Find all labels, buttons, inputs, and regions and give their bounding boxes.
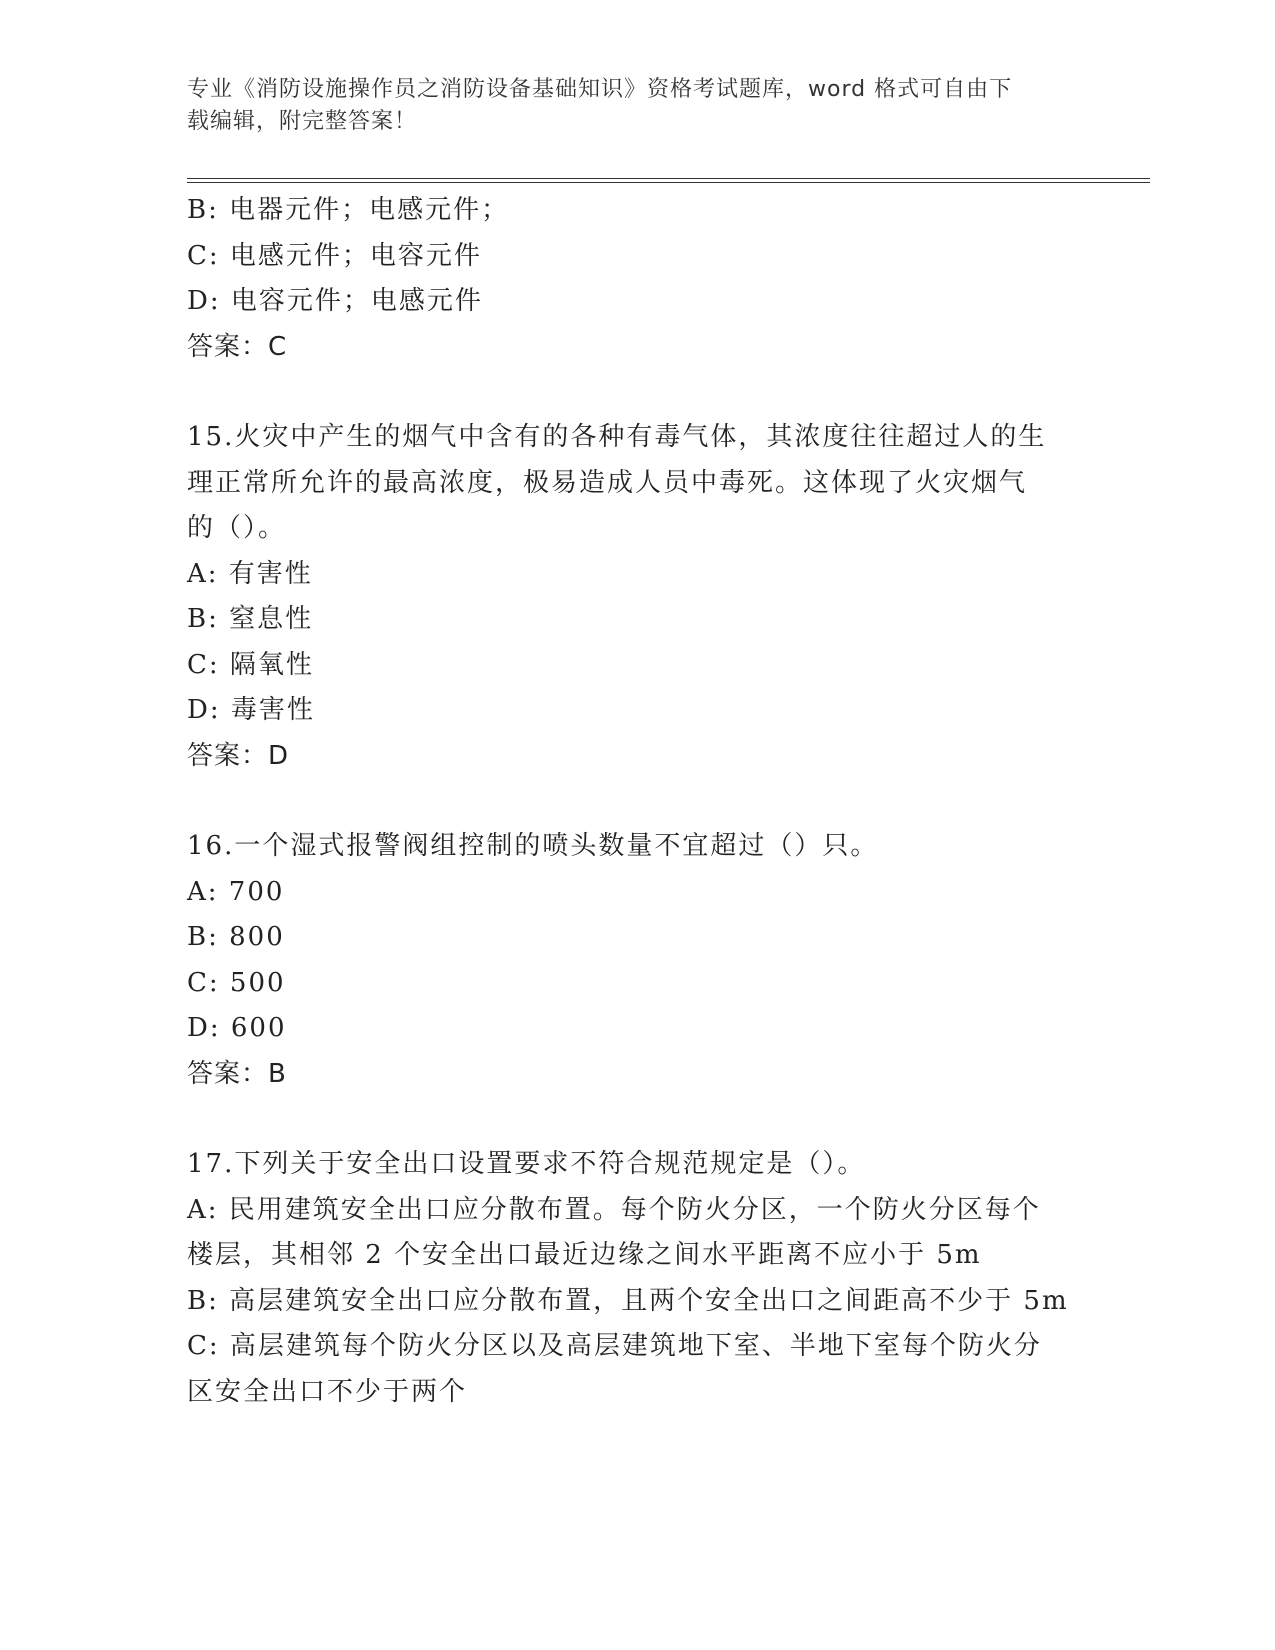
option-c: C: 隔氧性: [187, 649, 314, 680]
option-d: D: 电容元件；电感元件: [187, 286, 483, 316]
option-a: A: 700: [187, 876, 285, 907]
question-stem-line: 17.下列关于安全出口设置要求不符合规范规定是（）。: [187, 1149, 866, 1179]
spacer: [187, 779, 1087, 824]
option-d: D: 毒害性: [187, 695, 315, 725]
answer: 答案：D: [187, 740, 290, 771]
header-divider-bottom: [187, 182, 1150, 183]
option-c: C: 500: [187, 967, 286, 998]
header-divider-top: [187, 178, 1150, 179]
question-15: [187, 415, 1087, 779]
answer: 答案：B: [187, 1058, 287, 1089]
option-b: B: 800: [187, 922, 285, 952]
answer: 答案：C: [187, 331, 288, 362]
option-c: C: 电感元件；电容元件: [187, 240, 482, 271]
option-b: B: 窒息性: [187, 604, 314, 634]
document-body: [187, 188, 1087, 1415]
header-line-2: 载编辑，附完整答案！: [187, 109, 418, 134]
option-a: A: 有害性: [187, 558, 313, 589]
question-stem-line: 的（）。: [187, 513, 287, 543]
question-14-tail: [187, 188, 1087, 370]
option-line: 楼层，其相邻 2 个安全出口最近边缘之间水平距离不应小于 5m: [187, 1240, 982, 1270]
option-line: B: 高层建筑安全出口应分散布置，且两个安全出口之间距高不少于 5m: [187, 1285, 1069, 1316]
document-header: [187, 74, 1067, 138]
question-16: [187, 824, 1087, 1097]
header-line-1: 专业《消防设施操作员之消防设备基础知识》资格考试题库，word 格式可自由下: [187, 77, 1013, 102]
option-line: C: 高层建筑每个防火分区以及高层建筑地下室、半地下室每个防火分: [187, 1331, 1042, 1361]
question-stem-line: 16.一个湿式报警阀组控制的喷头数量不宜超过（）只。: [187, 831, 879, 861]
question-stem-line: 15.火灾中产生的烟气中含有的各种有毒气体，其浓度往往超过人的生: [187, 422, 1047, 452]
option-d: D: 600: [187, 1013, 287, 1043]
spacer: [187, 1097, 1087, 1142]
spacer: [187, 370, 1087, 415]
question-stem-line: 理正常所允许的最高浓度，极易造成人员中毒死。这体现了火灾烟气: [187, 467, 1028, 498]
option-line: A: 民用建筑安全出口应分散布置。每个防火分区，一个防火分区每个: [187, 1194, 1041, 1225]
option-b: B: 电器元件；电感元件；: [187, 195, 510, 225]
question-17: [187, 1142, 1087, 1415]
option-line: 区安全出口不少于两个: [187, 1376, 468, 1407]
